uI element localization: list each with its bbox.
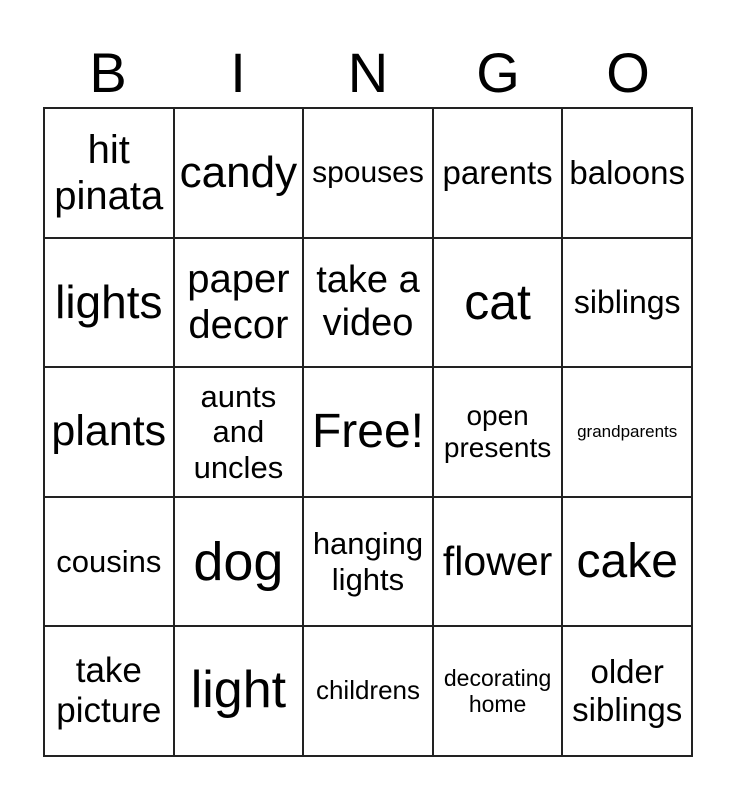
header-letter-b: B [89, 41, 127, 104]
bingo-cell[interactable] [303, 238, 433, 368]
bingo-cell[interactable] [44, 367, 174, 497]
bingo-cell-label: light [190, 661, 287, 720]
bingo-cell[interactable] [562, 497, 692, 627]
bingo-cell-label: Free! [311, 405, 424, 459]
bingo-cell-label: paper decor [187, 257, 290, 348]
bingo-cell[interactable] [562, 238, 692, 368]
bingo-card-grid [43, 107, 693, 757]
bingo-cell[interactable] [433, 367, 563, 497]
bingo-cell-label: open presents [443, 399, 552, 463]
bingo-cell[interactable] [562, 367, 692, 497]
bingo-cell-label: candy [179, 147, 298, 197]
bingo-cell-label: decorating home [443, 664, 552, 718]
bingo-cell-label: baloons [569, 153, 685, 191]
bingo-cell-label: take picture [56, 650, 162, 731]
bingo-cell[interactable] [562, 108, 692, 238]
bingo-cell-label: grandparents [577, 422, 678, 442]
bingo-cell[interactable] [44, 238, 174, 368]
bingo-cell[interactable] [433, 497, 563, 627]
bingo-cell[interactable] [174, 367, 304, 497]
bingo-cell-label: dog [193, 531, 284, 592]
bingo-cell[interactable] [44, 497, 174, 627]
header-letter-g: G [476, 41, 520, 104]
bingo-cell-label: spouses [312, 155, 424, 189]
header-letter-o: O [606, 41, 650, 104]
bingo-cell-label: cat [464, 273, 531, 330]
bingo-cell[interactable] [303, 497, 433, 627]
bingo-cell-label: cousins [56, 543, 162, 579]
bingo-cell-label: parents [442, 153, 553, 191]
bingo-cell-label: childrens [315, 675, 421, 706]
bingo-header [43, 40, 693, 106]
bingo-cell[interactable] [303, 108, 433, 238]
bingo-cell[interactable] [174, 238, 304, 368]
bingo-cell-label: hit pinata [54, 127, 164, 218]
bingo-cell-label: aunts and uncles [193, 378, 284, 485]
bingo-cell-label: flower [442, 538, 553, 585]
bingo-cell[interactable] [562, 626, 692, 756]
bingo-cell-label: lights [55, 275, 163, 328]
bingo-cell[interactable] [44, 108, 174, 238]
bingo-cell-label: take a video [316, 258, 420, 345]
bingo-cell[interactable] [174, 626, 304, 756]
bingo-cell[interactable] [303, 626, 433, 756]
bingo-cell[interactable] [433, 108, 563, 238]
bingo-cell-label: hanging lights [312, 525, 424, 597]
header-letter-i: I [230, 41, 246, 104]
bingo-cell-label: cake [576, 535, 678, 588]
header-letter-n: N [347, 41, 389, 104]
bingo-cell[interactable] [433, 238, 563, 368]
bingo-cell[interactable] [433, 626, 563, 756]
bingo-cell[interactable] [44, 626, 174, 756]
bingo-cell[interactable] [174, 108, 304, 238]
bingo-cell-label: siblings [573, 283, 681, 320]
bingo-cell-label: plants [51, 407, 167, 456]
bingo-cell[interactable] [174, 497, 304, 627]
bingo-cell-label: older siblings [572, 653, 683, 729]
bingo-cell[interactable] [303, 367, 433, 497]
